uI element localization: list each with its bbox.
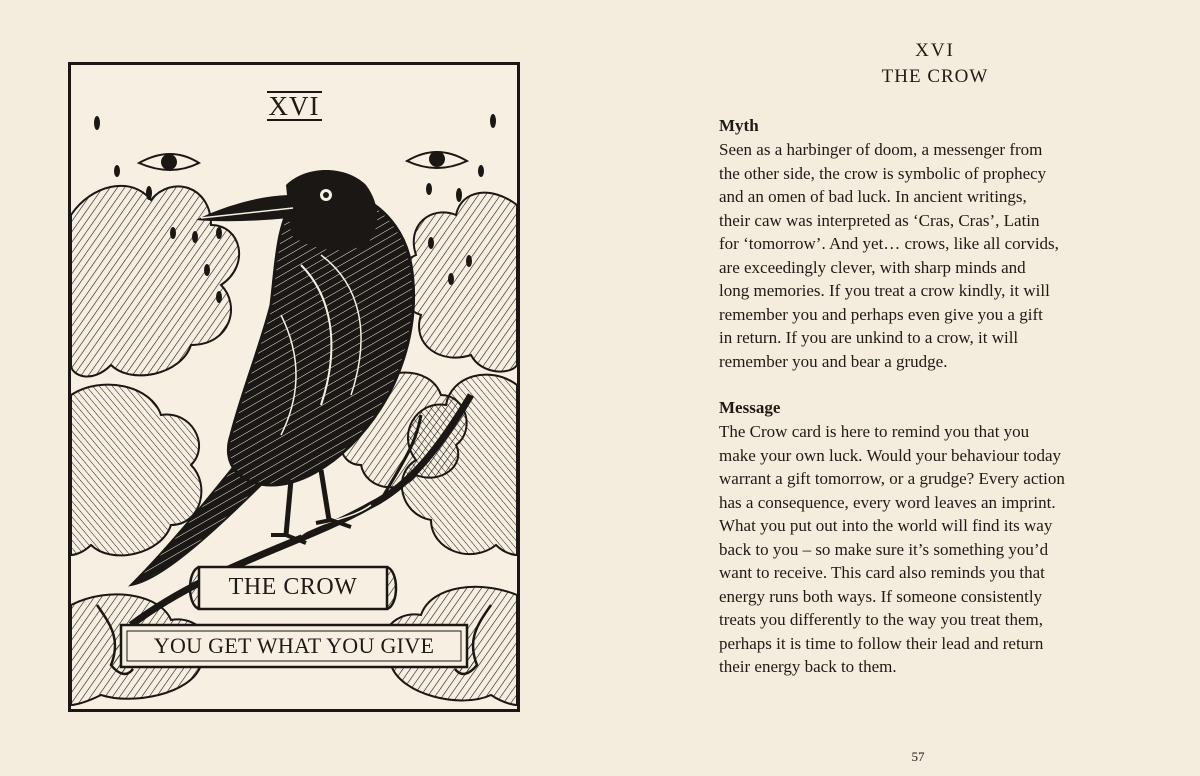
body-line: remember you and perhaps even give you a gift bbox=[719, 304, 1043, 324]
crow-illustration bbox=[71, 65, 517, 709]
section-heading-myth: Myth bbox=[719, 116, 759, 135]
card-numeral-text: XVI bbox=[268, 91, 320, 121]
body-line: warrant a gift tomorrow, or a grudge? Every action bbox=[719, 469, 1065, 488]
body-line: perhaps it is time to follow their lead and return bbox=[719, 633, 1044, 653]
body-line: and an omen of bad luck. In ancient writings, bbox=[719, 187, 1027, 206]
body-line: has a consequence, every word leaves an imprint. bbox=[719, 492, 1056, 512]
heading-title: THE CROW bbox=[881, 66, 989, 87]
body-line: long memories. If you treat a crow kindly, it will bbox=[719, 281, 1050, 300]
body-line: energy runs both ways. If someone consistently bbox=[719, 586, 1043, 606]
body-line: are exceedingly clever, with sharp minds and bbox=[719, 257, 1026, 277]
section-body-message bbox=[719, 420, 1139, 679]
section-heading-message: Message bbox=[719, 398, 781, 417]
body-line: their caw was interpreted as ‘Cras, Cras’, Latin bbox=[719, 210, 1040, 230]
page-heading bbox=[720, 38, 1150, 90]
body-line: make your own luck. Would your behaviour today bbox=[719, 445, 1062, 465]
card-title: THE CROW bbox=[228, 574, 358, 600]
card-numeral bbox=[71, 91, 517, 122]
body-line: want to receive. This card also reminds you that bbox=[719, 563, 1045, 582]
body-line: What you put out into the world will find its way bbox=[719, 516, 1053, 535]
heading-numeral: XVI bbox=[915, 40, 955, 61]
body-line: treats you differently to the way you treat them, bbox=[719, 610, 1044, 629]
body-line: their energy back to them. bbox=[719, 657, 897, 676]
section-body-myth bbox=[719, 138, 1139, 373]
body-line: back to you – so make sure it’s something you’d bbox=[719, 539, 1049, 559]
body-line: Seen as a harbinger of doom, a messenger from bbox=[719, 140, 1043, 159]
body-line: for ‘tomorrow’. And yet… crows, like all corvids, bbox=[719, 234, 1059, 253]
body-line: The Crow card is here to remind you that you bbox=[719, 422, 1030, 441]
body-line: in return. If you are unkind to a crow, it will bbox=[719, 328, 1019, 347]
weeping-eyes bbox=[139, 152, 467, 170]
body-line: the other side, the crow is symbolic of prophecy bbox=[719, 163, 1047, 183]
tarot-card bbox=[68, 62, 520, 712]
body-line: remember you and bear a grudge. bbox=[719, 351, 948, 371]
page-number: 57 bbox=[911, 749, 925, 764]
card-motto: YOU GET WHAT YOU GIVE bbox=[153, 633, 435, 658]
